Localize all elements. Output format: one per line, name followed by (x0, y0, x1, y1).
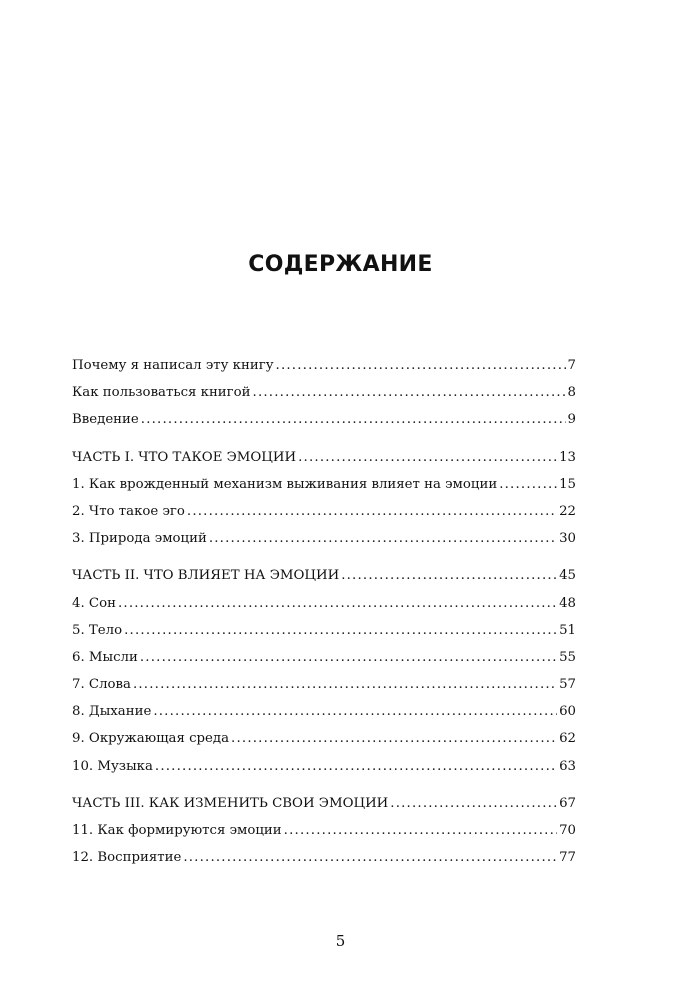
toc-entry-page: 9 (567, 412, 576, 428)
toc-leader-dots (118, 590, 557, 617)
toc-entry-label: 10. Музыка (72, 758, 153, 774)
toc-entry-label: 5. Тело (72, 622, 123, 638)
toc-entry[interactable] (72, 406, 576, 433)
toc-entry-label: Введение (72, 412, 139, 428)
footer-page-number: 5 (335, 932, 346, 950)
toc-group-part-2 (72, 562, 576, 780)
toc-entry-page: 8 (567, 385, 576, 401)
toc-entry-page: 30 (559, 531, 576, 547)
toc-entry-page: 22 (559, 503, 576, 519)
toc-part-heading[interactable] (72, 444, 576, 471)
toc-entry-page: 55 (559, 649, 576, 665)
toc-entry-page: 77 (559, 850, 576, 866)
toc-leader-dots (140, 644, 557, 671)
toc-entry[interactable] (72, 671, 576, 698)
toc-entry-page: 15 (559, 476, 576, 492)
toc-leader-dots (183, 844, 557, 871)
toc-entry[interactable] (72, 525, 576, 552)
toc-entry[interactable] (72, 379, 576, 406)
toc-entry[interactable] (72, 352, 576, 379)
toc-leader-dots (284, 817, 557, 844)
toc-entry[interactable] (72, 644, 576, 671)
toc-entry-label: 4. Сон (72, 595, 116, 611)
toc-part-heading[interactable] (72, 790, 576, 817)
toc-entry-label: 2. Что такое эго (72, 503, 185, 519)
toc-entry[interactable] (72, 698, 576, 725)
toc-entry-page: 48 (559, 595, 576, 611)
toc-entry-label: ЧАСТЬ III. КАК ИЗМЕНИТЬ СВОИ ЭМОЦИИ (72, 795, 389, 811)
table-of-contents (72, 352, 576, 881)
toc-leader-dots (187, 498, 557, 525)
toc-entry-label: 7. Слова (72, 677, 131, 693)
toc-entry-page: 45 (559, 568, 576, 584)
toc-entry-page: 51 (559, 622, 576, 638)
toc-entry-page: 63 (559, 758, 576, 774)
toc-entry-label: 3. Природа эмоций (72, 531, 207, 547)
toc-entry-label: 6. Мысли (72, 649, 138, 665)
toc-entry-label: 12. Восприятие (72, 850, 182, 866)
toc-leader-dots (499, 471, 557, 498)
toc-entry[interactable] (72, 590, 576, 617)
toc-entry[interactable] (72, 617, 576, 644)
toc-entry-page: 62 (559, 731, 576, 747)
toc-leader-dots (341, 562, 557, 589)
toc-leader-dots (153, 698, 557, 725)
toc-entry[interactable] (72, 844, 576, 871)
toc-entry-page: 70 (559, 823, 576, 838)
toc-leader-dots (133, 671, 557, 698)
toc-entry-label: 9. Окружающая среда (72, 731, 230, 747)
toc-leader-dots (231, 725, 557, 752)
toc-leader-dots (141, 406, 566, 433)
toc-entry-label: ЧАСТЬ I. ЧТО ТАКОЕ ЭМОЦИИ (72, 449, 297, 465)
toc-group-front-matter (72, 352, 576, 434)
toc-entry-label: 11. Как формируются эмоции (72, 823, 282, 838)
toc-leader-dots (209, 525, 557, 552)
toc-entry-label: 8. Дыхание (72, 704, 152, 720)
page-title: СОДЕРЖАНИЕ (248, 252, 433, 277)
toc-entry-page: 60 (559, 704, 576, 720)
toc-leader-dots (124, 617, 557, 644)
toc-entry-page: 57 (559, 677, 576, 693)
toc-entry[interactable] (72, 725, 576, 752)
toc-part-heading[interactable] (72, 562, 576, 589)
toc-entry[interactable] (72, 471, 576, 498)
toc-entry-page: 67 (559, 795, 576, 811)
toc-leader-dots (276, 352, 566, 379)
toc-entry-label: ЧАСТЬ II. ЧТО ВЛИЯЕТ НА ЭМОЦИИ (72, 568, 340, 584)
toc-leader-dots (390, 790, 557, 817)
toc-entry[interactable] (72, 753, 576, 780)
toc-entry-label: Как пользоваться книгой (72, 385, 251, 401)
toc-entry[interactable] (72, 498, 576, 525)
toc-entry-page: 13 (559, 449, 576, 465)
toc-entry[interactable] (72, 817, 576, 844)
toc-entry-page: 7 (567, 358, 576, 373)
toc-leader-dots (155, 753, 557, 780)
toc-group-part-3 (72, 790, 576, 872)
toc-entry-label: Почему я написал эту книгу (72, 358, 274, 373)
toc-leader-dots (298, 444, 557, 471)
toc-leader-dots (253, 379, 566, 406)
toc-group-part-1 (72, 444, 576, 553)
toc-entry-label: 1. Как врожденный механизм выживания влияет на эмоции (72, 476, 498, 492)
